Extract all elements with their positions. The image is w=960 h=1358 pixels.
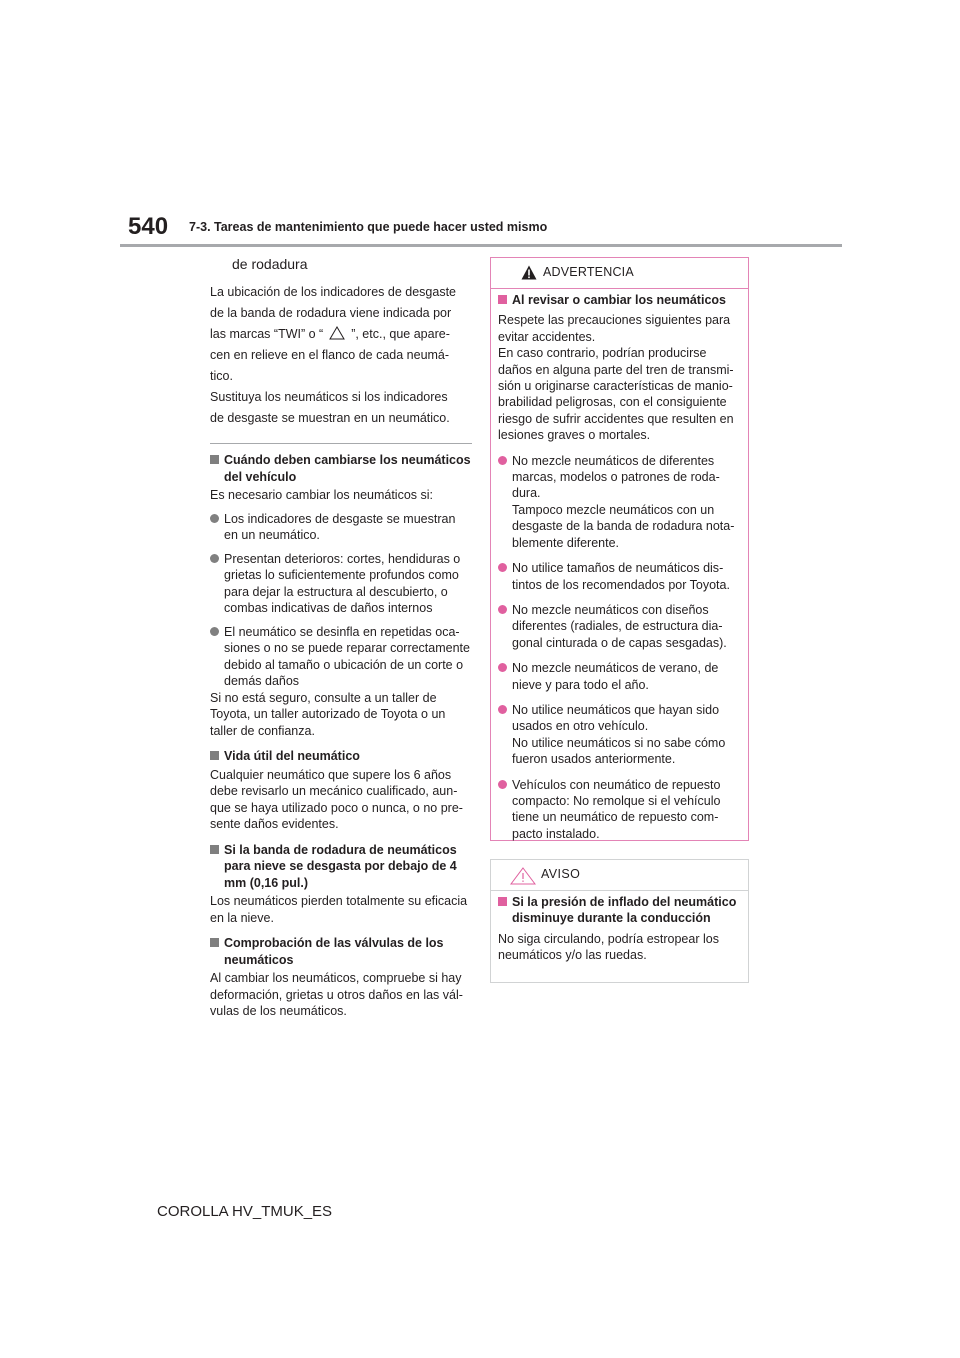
warning-intro: Respete las precauciones siguientes para evitar accidentes. <box>498 313 731 344</box>
continued-heading: de rodadura <box>232 256 308 272</box>
list-item: Vehículos con neumático de repuesto compacto: No remolque si el vehículo tiene un neumático de repuesto compacto instalado. <box>498 777 741 843</box>
header-rule <box>120 244 842 247</box>
marks-suffix: ”, etc., que apare- <box>351 327 450 341</box>
valve-check-text: Al cambiar los neumáticos, compruebe si hay deformación, grietas u otros daños en las válvulas de los neumáticos. <box>210 971 463 1018</box>
when-to-replace-heading: Cuándo deben cambiarse los neumáticos del vehículo <box>210 452 472 485</box>
list-item-text: No utilice neumáticos que hayan sido usados en otro vehículo. <box>512 702 720 734</box>
marks-prefix: las marcas “TWI” o “ <box>210 327 324 341</box>
list-item-text: No mezcle neumáticos de diferentes marcas, modelos o patrones de rodadura. <box>512 453 720 501</box>
page-number: 540 <box>128 213 169 240</box>
text-line: de la banda de rodadura viene indicada por <box>210 306 452 320</box>
tire-life-heading: Vida útil del neumático <box>210 748 472 765</box>
warning-title: ADVERTENCIA <box>543 265 634 279</box>
notice-text: No siga circulando, podría estropear los neumáticos y/o las ruedas. <box>498 931 719 963</box>
warning-triangle-icon <box>521 265 537 280</box>
warning-box <box>490 257 749 841</box>
when-to-replace-outro: Si no está seguro, consulte a un taller de Toyota, un taller autorizado de Toyota o un taller de confianza. <box>210 690 446 738</box>
text-line: La ubicación de los indicadores de desgaste <box>210 285 457 299</box>
footer-model: COROLLA HV_TMUK_ES <box>157 1203 333 1220</box>
tire-life-text: Cualquier neumático que supere los 6 años debe revisarlo un mecánico cualificado, aunque se haya utilizado poco o nunca, o no presente daños evidentes. <box>210 767 463 831</box>
warning-body <box>491 289 748 842</box>
text-line: cen en relieve en el flanco de cada neumá- <box>210 348 450 362</box>
list-item: No utilice tamaños de neumáticos distintos de los recomendados por Toyota. <box>498 560 741 593</box>
list-item <box>498 702 741 768</box>
notice-triangle-icon <box>510 867 536 885</box>
list-item-extra: Tampoco mezcle neumáticos con un desgaste de la banda de rodadura notablemente diferente. <box>512 502 735 550</box>
section-title: 7-3. Tareas de mantenimiento que puede hacer usted mismo <box>189 220 548 234</box>
section-divider <box>210 443 472 444</box>
text-line: tico. <box>210 369 233 383</box>
list-item-extra: No utilice neumáticos si no sabe cómo fueron usados anteriormente. <box>512 735 726 767</box>
warning-header <box>491 258 748 289</box>
when-to-replace-intro: Es necesario cambiar los neumáticos si: <box>210 488 434 502</box>
notice-box <box>490 859 749 983</box>
list-item <box>498 453 741 551</box>
notice-header <box>491 860 748 891</box>
warning-intro-2: En caso contrario, podrían producirse daños en alguna parte del tren de transmisión u originarse características de maniobrabilidad peligrosas, con el consiguiente riesgo de sufrir accidentes que resulten en lesiones graves o mortales. <box>498 346 734 443</box>
list-item: No mezcle neumáticos con diseños diferentes (radiales, de estructura diagonal cinturada o de capas sesgadas). <box>498 602 741 651</box>
text-line <box>210 324 472 345</box>
valve-check-heading: Comprobación de las válvulas de los neumáticos <box>210 935 472 968</box>
snow-tire-text: Los neumáticos pierden totalmente su eficacia en la nieve. <box>210 894 468 925</box>
notice-heading: Si la presión de inflado del neumático disminuye durante la conducción <box>498 894 741 927</box>
notice-title: AVISO <box>541 867 581 881</box>
tread-indicator-text <box>210 282 472 429</box>
text-line: Sustituya los neumáticos si los indicadores <box>210 390 448 404</box>
list-item: Los indicadores de desgaste se muestran en un neumático. <box>210 511 472 544</box>
triangle-mark-icon <box>329 326 345 340</box>
left-column <box>210 254 472 1020</box>
notice-body <box>491 891 748 964</box>
list-item: El neumático se desinfla en repetidas ocasiones o no se puede reparar correctamente debido al tamaño o ubicación de un corte o demás daños <box>210 624 472 690</box>
warning-heading: Al revisar o cambiar los neumáticos <box>498 292 741 308</box>
list-item: Presentan deterioros: cortes, hendiduras o grietas lo suficientemente profundos como para dejar la estructura al descubierto, o combas indicativas de daños internos <box>210 551 472 617</box>
snow-tire-heading: Si la banda de rodadura de neumáticos para nieve se desgasta por debajo de 4 mm (0,16 pul.) <box>210 842 472 892</box>
list-item: No mezcle neumáticos de verano, de nieve y para todo el año. <box>498 660 741 693</box>
text-line: de desgaste se muestran en un neumático. <box>210 411 450 425</box>
